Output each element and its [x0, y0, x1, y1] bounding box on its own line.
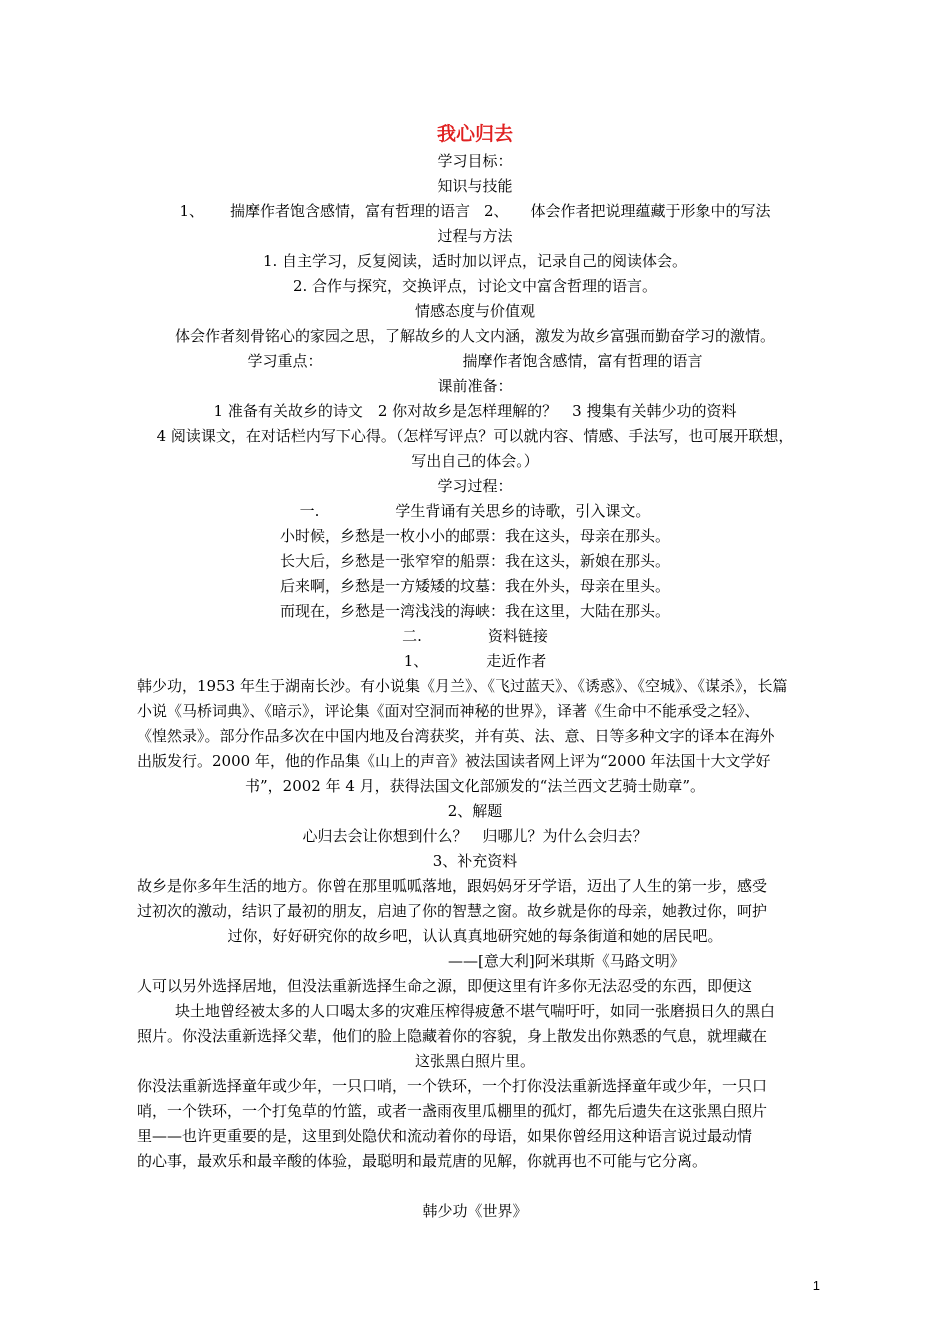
- step-one-number: 一.: [299, 502, 320, 520]
- step-one-line: [0, 501, 950, 521]
- supplement-1-line-2: 过初次的激动，结识了最初的朋友，启迪了你的智慧之窗。故乡就是你的母亲，她教过你，呵护: [137, 902, 768, 920]
- poem-line-4: 而现在，乡愁是一湾浅浅的海峡：我在这里，大陆在那头。: [279, 602, 670, 620]
- preparation-4-cont: 写出自己的体会。）: [411, 452, 539, 470]
- emotion-goal: 体会作者刻骨铭心的家园之思，了解故乡的人文内涵，激发为故乡富强而勤奋学习的激情。: [174, 327, 775, 345]
- supplement-3-line-1: 你没法重新选择童年或少年，一只口哨，一个铁环，一个打你没法重新选择童年或少年，一只口: [137, 1077, 768, 1095]
- heading-process-method: 过程与方法: [437, 227, 513, 245]
- sub-1-number: 1、: [403, 652, 429, 670]
- supplement-3-line-4: 的心事，最欢乐和最辛酸的体验，最聪明和最荒唐的见解，你就再也不可能与它分离。: [137, 1152, 708, 1170]
- heading-supplement: 3、补充资料: [432, 852, 518, 870]
- supplement-2-line-2: 块土地曾经被太多的人口喝太多的灾难压榨得疲惫不堪气喘吁吁，如同一张磨损日久的黑白: [174, 1002, 775, 1020]
- supplement-1-source: ——[意大利]阿米琪斯《马路文明》: [448, 952, 685, 970]
- heading-emotion-values: 情感态度与价值观: [414, 302, 535, 320]
- explain-title-questions: 心归去会让你想到什么？ 归哪儿？为什么会归去？: [302, 827, 648, 845]
- page-title: 我心归去: [436, 123, 513, 145]
- author-bio-line-1: 韩少功，1953 年生于湖南长沙。有小说集《月兰》、《飞过蓝天》、《诱惑》、《空城》、《谋杀》，长篇: [137, 677, 788, 695]
- supplement-2-line-1: 人可以另外选择居地，但没法重新选择生命之源，即便这里有许多你无法忍受的东西，即便这: [137, 977, 753, 995]
- heading-learning-process: 学习过程：: [437, 477, 513, 495]
- author-bio-line-4: 出版发行。2000 年，他的作品集《山上的声音》被法国读者网上评为“2000 年法国十大文学好: [137, 752, 771, 770]
- author-bio-line-5: 书”，2002 年 4 月，获得法国文化部颁发的“法兰西文艺骑士勋章”。: [244, 777, 706, 795]
- key-point-label: 学习重点：: [247, 352, 323, 370]
- goal-1-text: 揣摩作者饱含感情，富有哲理的语言: [229, 202, 470, 220]
- step-two-line: [0, 626, 950, 646]
- heading-learning-goals: 学习目标：: [437, 152, 513, 170]
- heading-knowledge-skills: 知识与技能: [437, 177, 513, 195]
- author-bio-line-2: 小说《马桥词典》、《暗示》，评论集《面对空洞而神秘的世界》，译著《生命中不能承受之轻》、: [137, 702, 760, 720]
- goal-line: [0, 201, 950, 221]
- heading-explain-title: 2、解题: [447, 802, 503, 820]
- sub-1-line: [0, 651, 950, 671]
- poem-line-2: 长大后，乡愁是一张窄窄的船票：我在这头，新娘在那头。: [279, 552, 670, 570]
- poem-line-1: 小时候，乡愁是一枚小小的邮票：我在这头，母亲在那头。: [279, 527, 670, 545]
- supplement-3-line-3: 里——也许更重要的是，这里到处隐伏和流动着你的母语，如果你曾经用这种语言说过最动情: [137, 1127, 753, 1145]
- supplement-1-line-1: 故乡是你多年生活的地方。你曾在那里呱呱落地，跟妈妈牙牙学语，迈出了人生的第一步，感受: [137, 877, 768, 895]
- goal-2-number: 2、: [484, 202, 509, 220]
- goal-2-text: 体会作者把说理蕴藏于形象中的写法: [530, 202, 771, 220]
- author-bio-line-3: 《惶然录》。部分作品多次在中国内地及台湾获奖，并有英、法、意、日等多种文字的译本在海外: [137, 727, 775, 745]
- poem-line-3: 后来啊，乡愁是一方矮矮的坟墓：我在外头，母亲在里头。: [279, 577, 670, 595]
- method-2: 2. 合作与探究，交换评点，讨论文中富含哲理的语言。: [292, 277, 658, 295]
- method-1: 1. 自主学习，反复阅读，适时加以评点，记录自己的阅读体会。: [262, 252, 688, 270]
- goal-1-number: 1、: [179, 202, 204, 220]
- supplement-3-line-2: 哨，一个铁环，一个打兔草的竹篮，或者一盏雨夜里瓜棚里的孤灯，都先后遗失在这张黑白照片: [137, 1102, 768, 1120]
- key-point-line: [0, 351, 950, 371]
- supplement-1-line-3: 过你，好好研究你的故乡吧，认认真真地研究她的每条街道和她的居民吧。: [227, 927, 723, 945]
- key-point-text: 揣摩作者饱含感情，富有哲理的语言: [462, 352, 703, 370]
- heading-preparation: 课前准备：: [437, 377, 513, 395]
- preparation-1-3: 1 准备有关故乡的诗文 2 你对故乡是怎样理解的？ 3 搜集有关韩少功的资料: [213, 402, 737, 420]
- supplement-2-line-4: 这张黑白照片里。: [414, 1052, 535, 1070]
- step-one-text: 学生背诵有关思乡的诗歌，引入课文。: [395, 502, 651, 520]
- page-number: 1: [812, 1278, 820, 1293]
- step-two-text: 资料链接: [487, 627, 548, 645]
- supplement-3-source: 韩少功《世界》: [422, 1202, 528, 1220]
- sub-1-text: 走近作者: [486, 652, 547, 670]
- supplement-2-line-3: 照片。你没法重新选择父辈，他们的脸上隐藏着你的容貌，身上散发出你熟悉的气息，就埋藏在: [137, 1027, 768, 1045]
- preparation-4: 4 阅读课文，在对话栏内写下心得。（怎样写评点？可以就内容、情感、手法写，也可展开联想，: [156, 427, 794, 445]
- step-two-number: 二.: [402, 627, 422, 645]
